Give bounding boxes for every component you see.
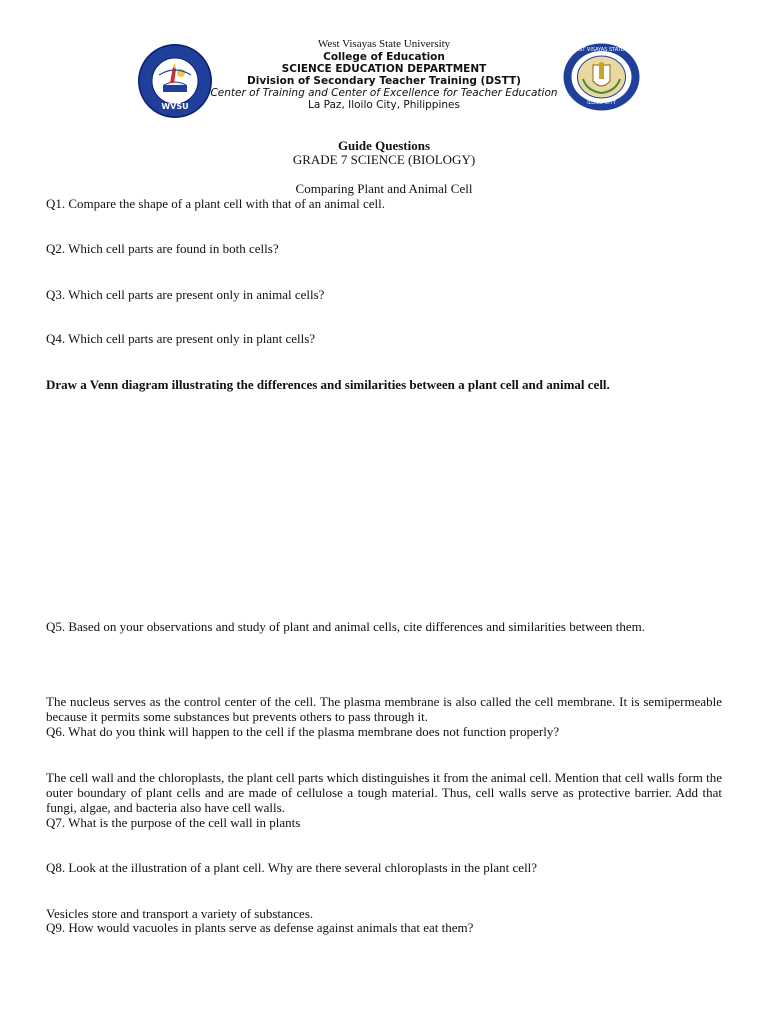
center-of-excellence: Center of Training and Center of Excellence for Teacher Education <box>210 87 558 99</box>
division-name: Division of Secondary Teacher Training (DSTT) <box>247 75 521 87</box>
question-8: Q8. Look at the illustration of a plant cell. Why are there several chloroplasts in the plant cell? <box>46 860 538 875</box>
question-4: Q4. Which cell parts are present only in plant cells? <box>46 331 316 346</box>
question-7: Q7. What is the purpose of the cell wall in plants <box>46 815 301 830</box>
question-6: Q6. What do you think will happen to the cell if the plasma membrane does not function properly? <box>46 724 560 739</box>
right-logo-bottom-text: ILOILO CITY <box>587 100 616 106</box>
grade-subject: GRADE 7 SCIENCE (BIOLOGY) <box>292 152 476 167</box>
venn-instruction: Draw a Venn diagram illustrating the differences and similarities between a plant cell and animal cell. <box>46 377 610 392</box>
topic-title: Comparing Plant and Animal Cell <box>295 181 473 196</box>
college-name: College of Education <box>323 51 445 63</box>
guide-questions-title: Guide Questions <box>337 138 431 153</box>
question-2: Q2. Which cell parts are found in both cells? <box>46 241 279 256</box>
cell-wall-paragraph: The cell wall and the chloroplasts, the plant cell parts which distinguishes it from the animal cell. Mention that cell walls form the outer boundary of plant cells and are made of cellulose a tough material. Thus, cell walls serve as protective barrier. Add that fungi, algae, and bacteria also have cell walls. <box>46 770 722 815</box>
vesicles-paragraph: Vesicles store and transport a variety of substances. <box>46 906 314 921</box>
question-1: Q1. Compare the shape of a plant cell with that of an animal cell. <box>46 196 385 211</box>
question-3: Q3. Which cell parts are present only in animal cells? <box>46 287 325 302</box>
department-name: SCIENCE EDUCATION DEPARTMENT <box>281 63 487 75</box>
address: La Paz, Iloilo City, Philippines <box>308 99 460 111</box>
right-logo-ring-text: WEST VISAYAS STATE UNIVERSITY <box>571 47 656 53</box>
nucleus-paragraph: The nucleus serves as the control center of the cell. The plasma membrane is also called the cell membrane. It is semipermeable because it permits some substances but prevents others to pass through it. <box>46 694 722 724</box>
question-5: Q5. Based on your observations and study of plant and animal cells, cite differences and similarities between them. <box>46 619 646 634</box>
left-logo-bottom-text: WVSU <box>161 102 189 111</box>
question-9: Q9. How would vacuoles in plants serve as defense against animals that eat them? <box>46 920 474 935</box>
university-name: West Visayas State University <box>317 38 451 50</box>
